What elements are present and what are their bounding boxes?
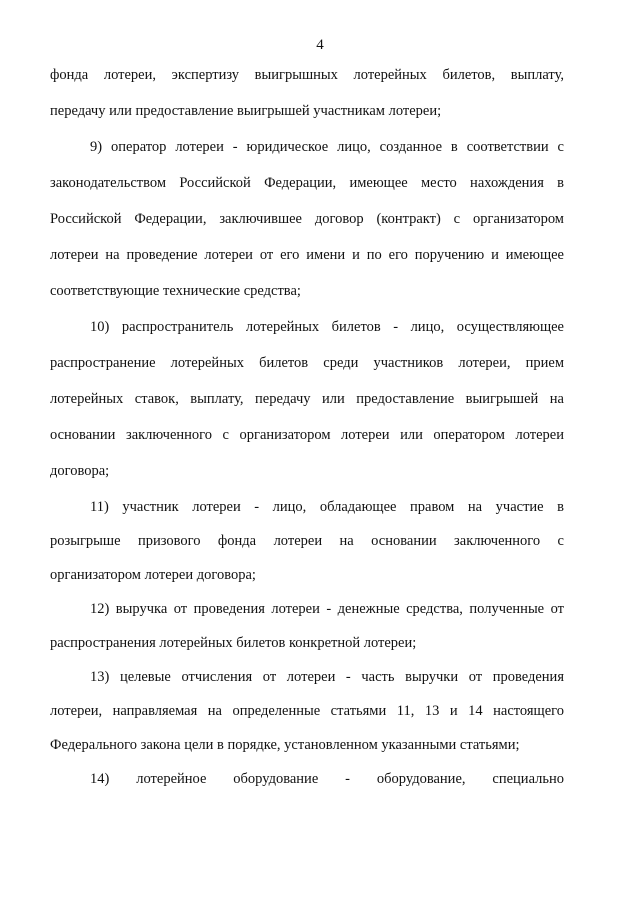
text-line: основании заключенного с организатором лотереи или оператором лотереи (50, 427, 564, 443)
page-number: 4 (316, 37, 324, 53)
text-line: 12) выручка от проведения лотереи - денежные средства, полученные от (90, 601, 564, 617)
text-line: лотерейных ставок, выплату, передачу или предоставление выигрышей на (50, 391, 564, 407)
text-line: распространение лотерейных билетов среди участников лотереи, прием (50, 355, 564, 371)
text-line: 11) участник лотереи - лицо, обладающее правом на участие в (90, 499, 564, 515)
text-line: соответствующие технические средства; (50, 283, 301, 299)
text-line: законодательством Российской Федерации, имеющее место нахождения в (50, 175, 564, 191)
text-line: организатором лотереи договора; (50, 567, 256, 583)
text-line: договора; (50, 463, 110, 479)
text-line: Федерального закона цели в порядке, установленном указанными статьями; (50, 737, 520, 753)
text-line: 14) лотерейное оборудование - оборудование, специально (90, 771, 564, 787)
text-line: лотереи, направляемая на определенные статьями 11, 13 и 14 настоящего (50, 703, 564, 719)
text-line: распространения лотерейных билетов конкретной лотереи; (50, 635, 417, 651)
text-line: 10) распространитель лотерейных билетов - лицо, осуществляющее (90, 319, 564, 335)
text-line: 9) оператор лотереи - юридическое лицо, созданное в соответствии с (90, 139, 564, 155)
text-line: лотереи на проведение лотереи от его имени и по его поручению и имеющее (50, 247, 564, 263)
text-line: розыгрыше призового фонда лотереи на основании заключенного с (50, 533, 564, 549)
text-line: фонда лотереи, экспертизу выигрышных лотерейных билетов, выплату, (50, 67, 564, 83)
text-line: передачу или предоставление выигрышей участникам лотереи; (50, 103, 442, 119)
text-line: 13) целевые отчисления от лотереи - часть выручки от проведения (90, 669, 564, 685)
text-line: Российской Федерации, заключившее договор (контракт) с организатором (50, 211, 564, 227)
